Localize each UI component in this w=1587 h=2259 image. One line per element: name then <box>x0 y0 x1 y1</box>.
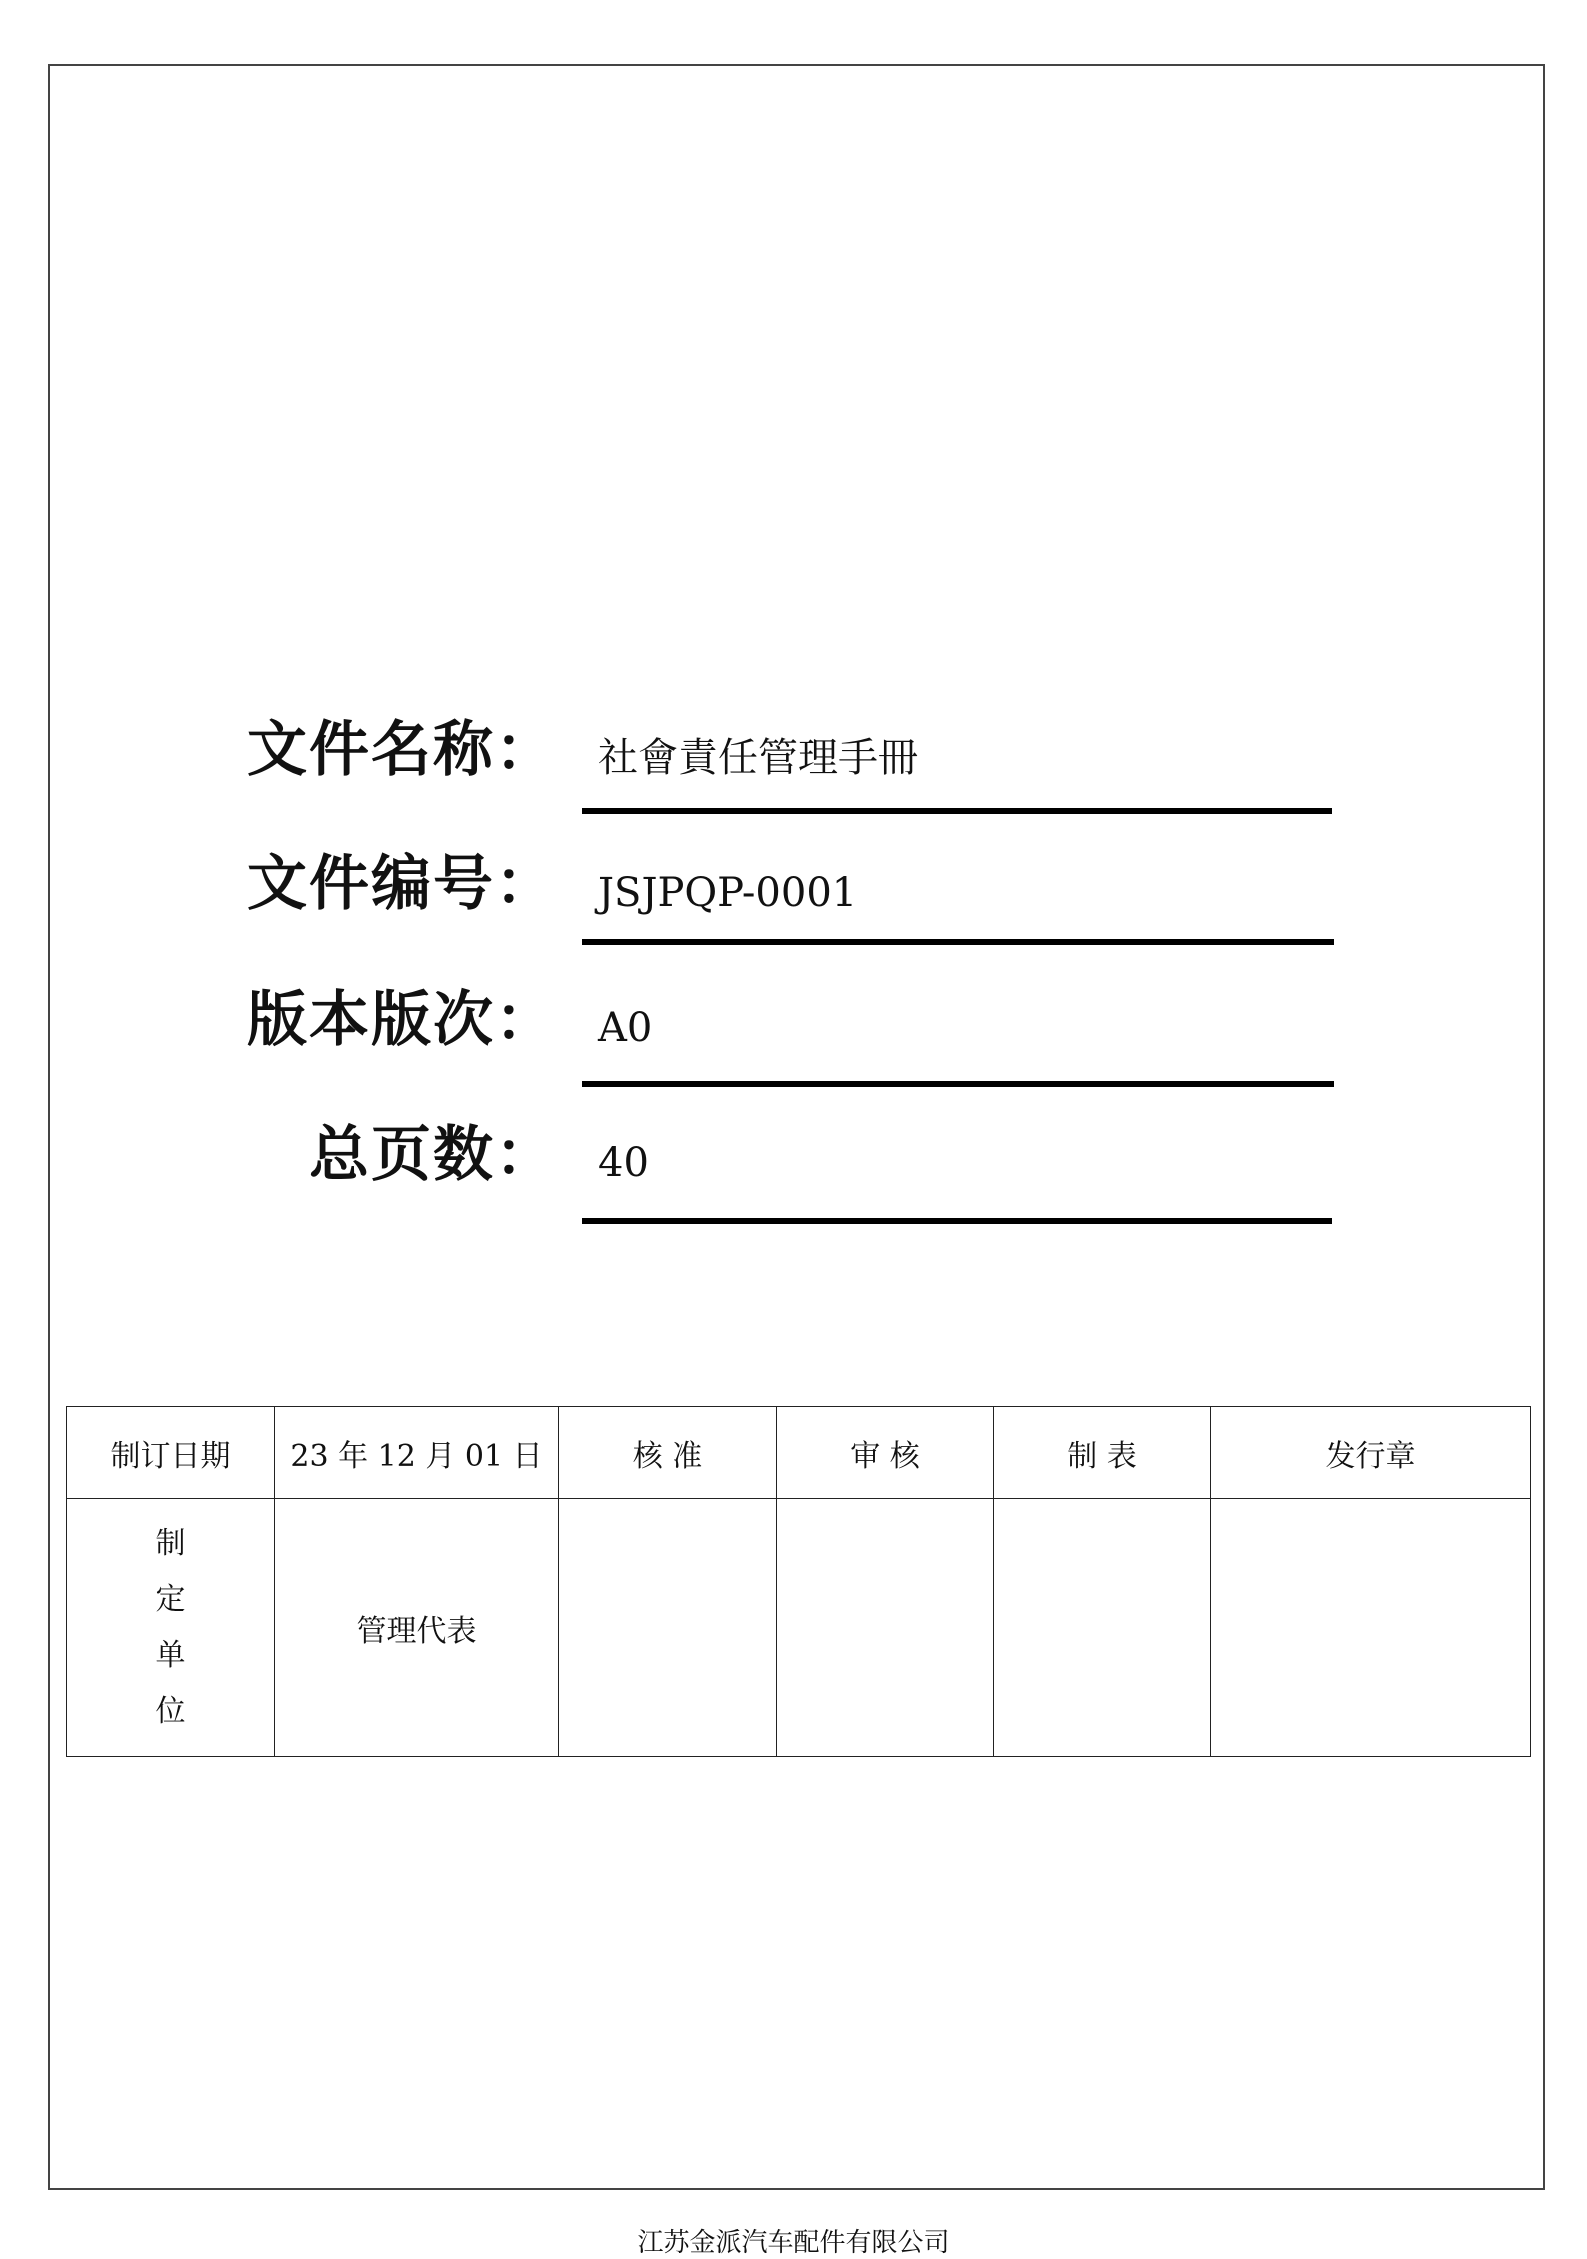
document-name-label: 文件名称： <box>247 715 557 785</box>
revision-date-header: 制订日期 <box>67 1407 275 1499</box>
revision-date-value: 23 年 12 月 01 日 <box>275 1407 559 1499</box>
issuing-unit-char: 制 <box>155 1525 186 1561</box>
issue-stamp-cell <box>1211 1499 1531 1757</box>
version-label: 版本版次： <box>247 985 557 1055</box>
document-number-label: 文件编号： <box>247 849 557 919</box>
signoff-table <box>66 1406 1531 1757</box>
document-name-underline <box>582 808 1332 814</box>
total-pages-underline <box>582 1218 1332 1224</box>
issuing-unit-char: 单 <box>155 1637 186 1673</box>
issuing-unit-label <box>67 1499 275 1757</box>
issuing-unit-char: 位 <box>155 1693 186 1729</box>
document-number-underline <box>582 939 1334 945</box>
issuing-unit-value: 管理代表 <box>275 1499 559 1757</box>
total-pages-value: 40 <box>598 1140 649 1186</box>
prepared-by-signature-cell <box>994 1499 1211 1757</box>
approve-signature-cell <box>559 1499 777 1757</box>
prepared-by-header: 制 表 <box>994 1407 1211 1499</box>
document-number-value: JSJPQP-0001 <box>598 870 858 916</box>
review-header: 审 核 <box>777 1407 994 1499</box>
document-name-value: 社會責任管理手冊 <box>598 735 918 781</box>
signoff-header-row <box>67 1407 1531 1499</box>
signoff-body-row <box>67 1499 1531 1757</box>
issue-stamp-header: 发行章 <box>1211 1407 1531 1499</box>
review-signature-cell <box>777 1499 994 1757</box>
version-underline <box>582 1081 1334 1087</box>
page-border <box>48 64 1545 2190</box>
version-value: A0 <box>598 1005 653 1051</box>
company-footer: 江苏金派汽车配件有限公司 <box>637 2228 950 2258</box>
approve-header: 核 准 <box>559 1407 777 1499</box>
issuing-unit-char: 定 <box>155 1581 186 1617</box>
total-pages-label: 总页数： <box>309 1120 557 1190</box>
